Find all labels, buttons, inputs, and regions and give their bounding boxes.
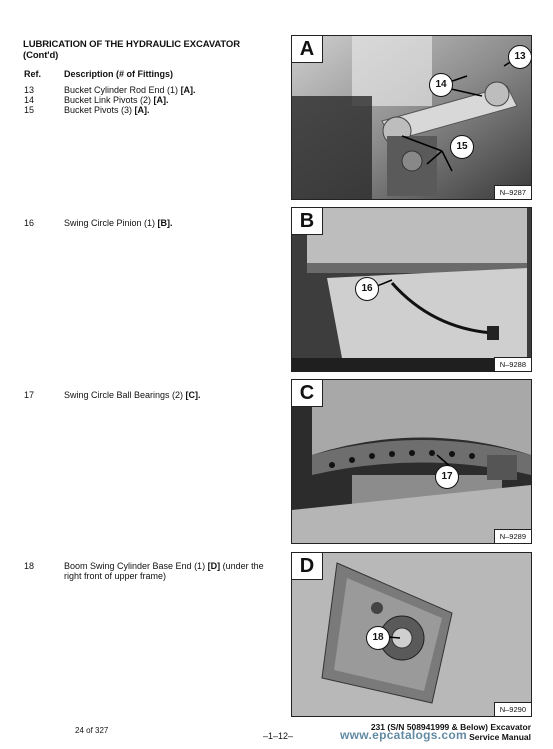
- figure-b-photo: [291, 207, 532, 372]
- figure-letter: C: [292, 380, 323, 407]
- section-title-line1: LUBRICATION OF THE HYDRAULIC EXCAVATOR: [23, 39, 240, 50]
- figure-c-photo: [291, 379, 532, 544]
- item-description: Bucket Link Pivots (2) [A].: [64, 95, 169, 105]
- description-column-header: Description (# of Fittings): [64, 69, 173, 79]
- figure-code: N–9287: [494, 185, 531, 199]
- item-ref: 13: [24, 85, 35, 95]
- item-description: Bucket Pivots (3) [A].: [64, 105, 150, 115]
- figure-c-image: [292, 380, 531, 543]
- section-title: [23, 39, 240, 61]
- page-of-count: 24 of 327: [75, 726, 109, 735]
- figure-letter: D: [292, 553, 323, 580]
- callout-15: 15: [450, 135, 474, 159]
- figure-a-photo: [291, 35, 532, 200]
- section-title-line2: (Cont'd): [23, 50, 59, 61]
- page-number: –1–12–: [263, 731, 294, 741]
- figure-letter: A: [292, 36, 323, 63]
- callout-13: 13: [508, 45, 532, 69]
- item-ref: 16: [24, 218, 35, 228]
- ref-column-header: Ref.: [24, 69, 42, 79]
- item-ref: 14: [24, 95, 35, 105]
- item-description: Swing Circle Ball Bearings (2) [C].: [64, 390, 201, 400]
- figure-code: N–9290: [494, 702, 531, 716]
- item-ref: 18: [24, 561, 35, 571]
- callout-14: 14: [429, 73, 453, 97]
- model-line: 231 (S/N 508941999 & Below) Excavator: [370, 722, 531, 732]
- watermark: www.epcatalogs.com: [340, 728, 467, 742]
- manual-line: Service Manual: [469, 732, 531, 742]
- callout-18: 18: [366, 626, 390, 650]
- callout-16: 16: [355, 277, 379, 301]
- item-ref: 17: [24, 390, 35, 400]
- figure-code: N–9289: [494, 529, 531, 543]
- figure-b-image: [292, 208, 531, 371]
- figure-letter: B: [292, 208, 323, 235]
- callout-17: 17: [435, 465, 459, 489]
- figure-a-image: [292, 36, 531, 199]
- item-description: Bucket Cylinder Rod End (1) [A].: [64, 85, 196, 95]
- figure-d-photo: [291, 552, 532, 717]
- item-description: Boom Swing Cylinder Base End (1) [D] (under the right front of upper frame): [64, 561, 264, 581]
- item-ref: 15: [24, 105, 35, 115]
- figure-code: N–9288: [494, 357, 531, 371]
- item-description: Swing Circle Pinion (1) [B].: [64, 218, 173, 228]
- figure-d-image: [292, 553, 531, 716]
